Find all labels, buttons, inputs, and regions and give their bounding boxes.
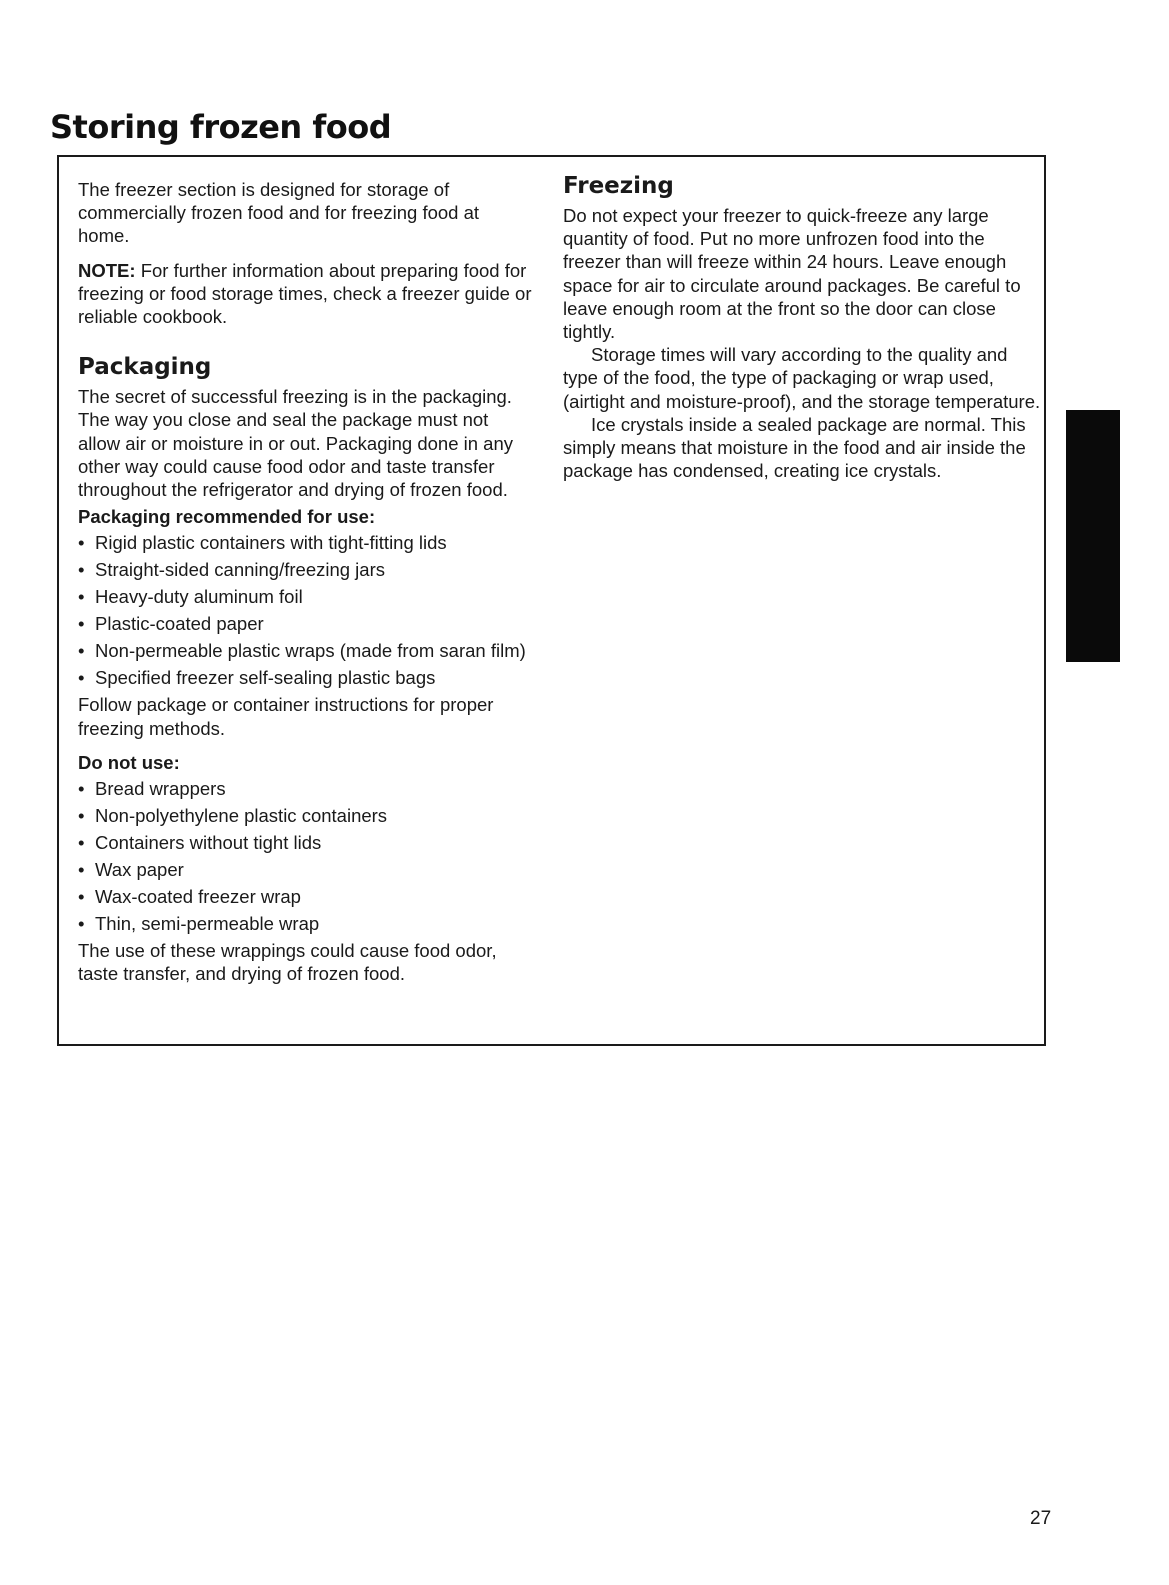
list-item: • Heavy-duty aluminum foil — [78, 585, 533, 608]
do-not-use-heading: Do not use: — [78, 751, 180, 773]
list-item: • Straight-sided canning/freezing jars — [78, 558, 533, 581]
list-item: • Rigid plastic containers with tight-fitting lids — [78, 531, 533, 554]
list-item: • Plastic-coated paper — [78, 612, 533, 635]
list-item: • Non-polyethylene plastic containers — [78, 804, 533, 827]
list-item: • Wax paper — [78, 858, 533, 881]
intro-paragraph: The freezer section is designed for storage of commercially frozen food and for freezing food at home. — [78, 179, 480, 247]
freezing-paragraph-1: Do not expect your freezer to quick-freeze any large quantity of food. Put no more unfrozen food into the freezer than will freeze within 24 hours. Leave enough space for air to circulate around packages. Be careful to leave enough room at the front so the door can close tightly. — [563, 205, 1021, 343]
content-box — [57, 155, 1046, 1046]
list-item: • Non-permeable plastic wraps (made from saran film) — [78, 639, 533, 662]
note-paragraph — [78, 259, 533, 329]
page-title: Storing frozen food — [50, 108, 392, 146]
freezing-heading: Freezing — [563, 173, 674, 199]
side-tab-marker — [1066, 410, 1120, 662]
list-item: • Thin, semi-permeable wrap — [78, 912, 533, 935]
note-label: NOTE: — [78, 259, 136, 281]
list-item: • Containers without tight lids — [78, 831, 533, 854]
right-column — [563, 171, 1041, 482]
note-text: For further information about preparing food for freezing or food storage times, check a freezer guide or reliable cookbook. — [78, 259, 532, 328]
follow-instructions-text: Follow package or container instructions for proper freezing methods. — [78, 694, 494, 739]
packaging-body: The secret of successful freezing is in the packaging. The way you close and seal the package must not allow air or moisture in or out. Packaging done in any other way could cause food odor and taste transfer throughout the refrigerator and drying of frozen food. — [78, 386, 513, 501]
page-number: 27 — [1030, 1508, 1052, 1529]
list-item: • Wax-coated freezer wrap — [78, 885, 533, 908]
list-item: • Bread wrappers — [78, 777, 533, 800]
closing-text: The use of these wrappings could cause food odor, taste transfer, and drying of frozen food. — [78, 940, 497, 985]
list-item: • Specified freezer self-sealing plastic bags — [78, 666, 533, 689]
recommended-heading: Packaging recommended for use: — [78, 506, 376, 528]
freezing-paragraph-3: Ice crystals inside a sealed package are normal. This simply means that moisture in the food and air inside the package has condensed, creating ice crystals. — [563, 413, 1026, 482]
freezing-paragraph-2: Storage times will vary according to the quality and type of the food, the type of packaging or wrap used, (airtight and moisture-proof), and the storage temperature. — [563, 344, 1041, 412]
packaging-heading: Packaging — [78, 354, 212, 381]
recommended-list — [78, 531, 533, 689]
left-column — [78, 178, 533, 985]
do-not-use-list — [78, 777, 533, 935]
